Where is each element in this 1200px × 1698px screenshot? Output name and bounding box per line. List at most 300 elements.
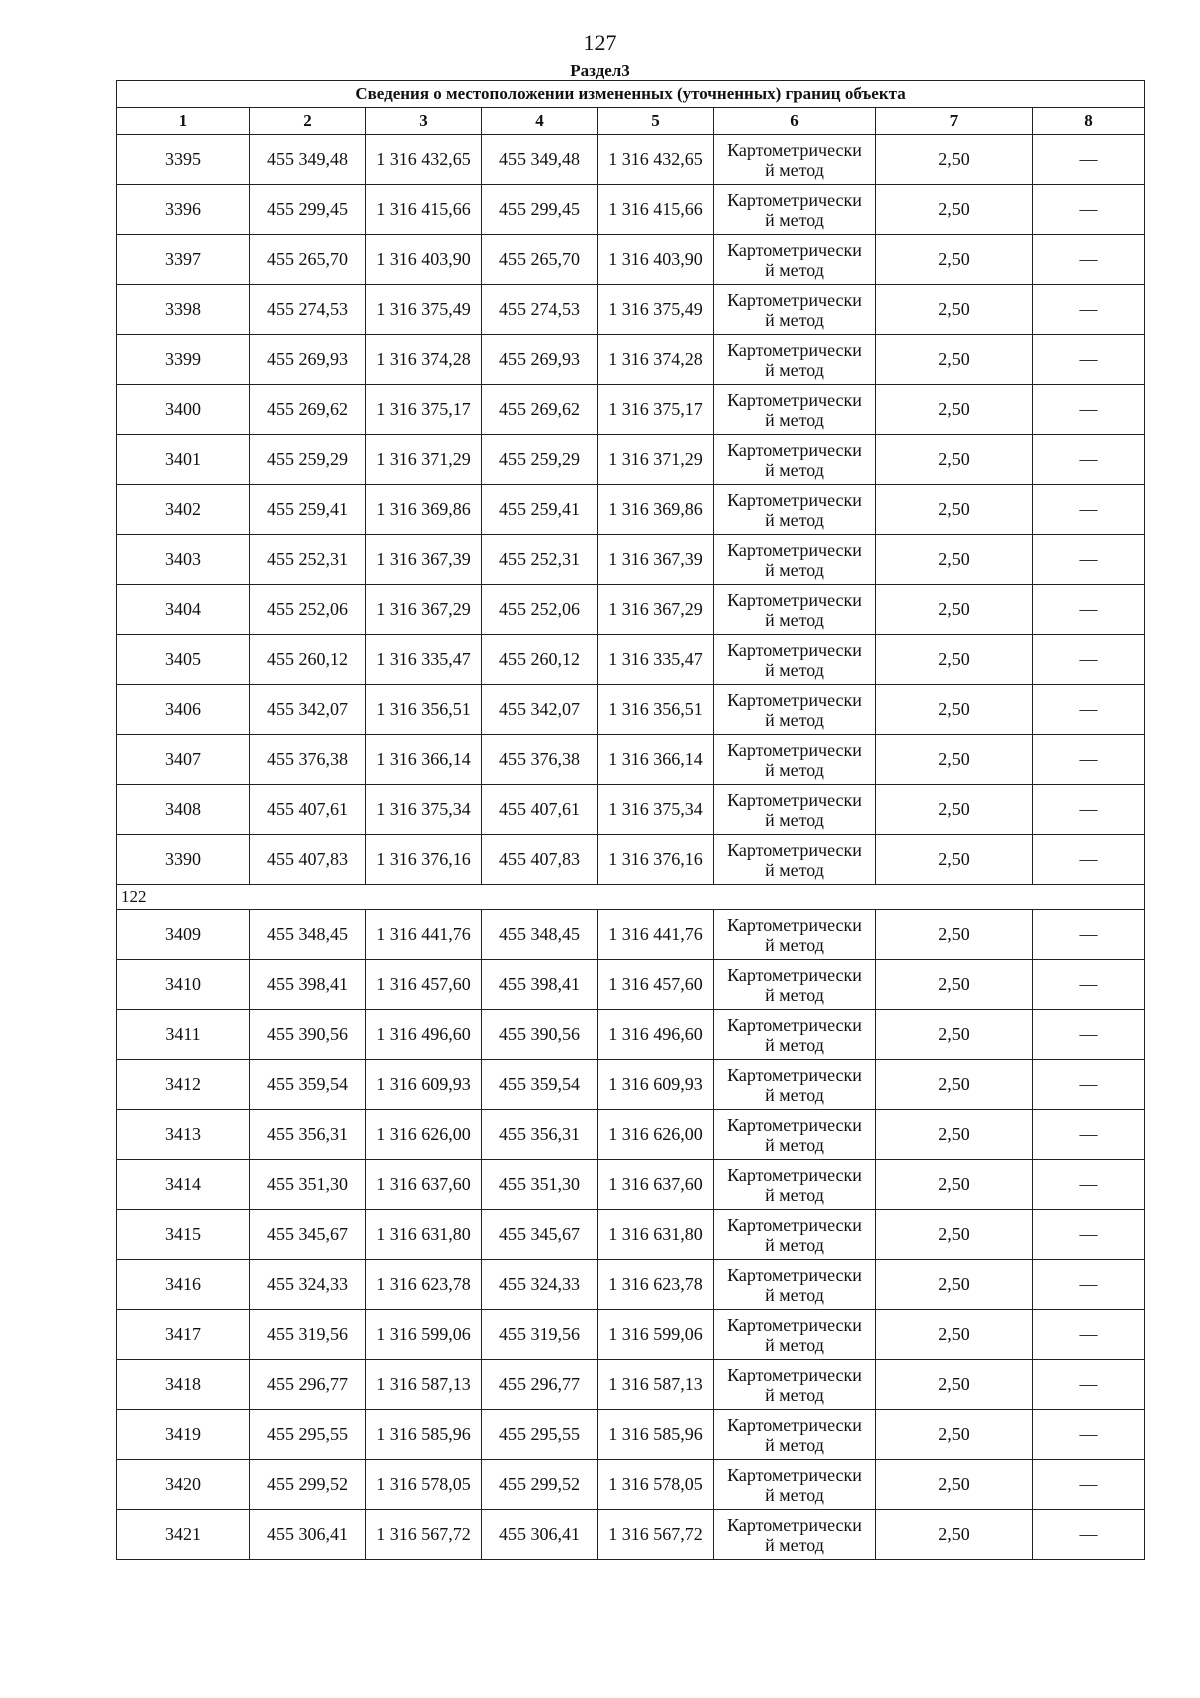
existing-y-cell: 1 316 367,29 [366, 585, 482, 635]
empty-mark-cell: — [1033, 1210, 1145, 1260]
method-text-line2: й метод [765, 509, 824, 530]
precision-cell: 2,50 [876, 585, 1033, 635]
table-row [117, 685, 1145, 735]
existing-x-cell: 455 345,67 [250, 1210, 366, 1260]
new-x-cell: 455 252,31 [482, 535, 598, 585]
point-number-cell: 3395 [117, 135, 250, 185]
method-cell [714, 1210, 876, 1260]
method-text-line1: Картометрически [727, 964, 862, 985]
point-number-cell: 3416 [117, 1260, 250, 1310]
method-text-line1: Картометрически [727, 1214, 862, 1235]
point-number-cell: 3420 [117, 1460, 250, 1510]
method-cell [714, 535, 876, 585]
existing-x-cell: 455 349,48 [250, 135, 366, 185]
method-cell [714, 1060, 876, 1110]
precision-cell: 2,50 [876, 735, 1033, 785]
precision-cell: 2,50 [876, 1460, 1033, 1510]
method-text-line1: Картометрически [727, 439, 862, 460]
point-number-cell: 3410 [117, 960, 250, 1010]
method-text-line2: й метод [765, 1534, 824, 1555]
page-number: 127 [583, 30, 617, 55]
method-text-line1: Картометрически [727, 1064, 862, 1085]
new-y-cell: 1 316 369,86 [598, 485, 714, 535]
method-text-line1: Картометрически [727, 289, 862, 310]
coordinates-table [116, 80, 1145, 1560]
empty-mark-cell: — [1033, 435, 1145, 485]
method-text-line1: Картометрически [727, 389, 862, 410]
table-row [117, 435, 1145, 485]
new-x-cell: 455 299,45 [482, 185, 598, 235]
method-cell [714, 1410, 876, 1460]
new-x-cell: 455 407,83 [482, 835, 598, 885]
existing-y-cell: 1 316 599,06 [366, 1310, 482, 1360]
empty-mark-cell: — [1033, 1160, 1145, 1210]
method-text-line2: й метод [765, 609, 824, 630]
existing-x-cell: 455 348,45 [250, 910, 366, 960]
new-x-cell: 455 259,41 [482, 485, 598, 535]
existing-x-cell: 455 265,70 [250, 235, 366, 285]
point-number-cell: 3405 [117, 635, 250, 685]
new-x-cell: 455 259,29 [482, 435, 598, 485]
method-text-line1: Картометрически [727, 1314, 862, 1335]
new-x-cell: 455 345,67 [482, 1210, 598, 1260]
new-y-cell: 1 316 599,06 [598, 1310, 714, 1360]
existing-y-cell: 1 316 631,80 [366, 1210, 482, 1260]
method-text-line1: Картометрически [727, 139, 862, 160]
new-y-cell: 1 316 587,13 [598, 1360, 714, 1410]
empty-mark-cell: — [1033, 385, 1145, 435]
existing-y-cell: 1 316 585,96 [366, 1410, 482, 1460]
precision-cell: 2,50 [876, 1110, 1033, 1160]
method-text-line1: Картометрически [727, 239, 862, 260]
column-number: 5 [598, 108, 714, 135]
point-number-cell: 3412 [117, 1060, 250, 1110]
existing-x-cell: 455 356,31 [250, 1110, 366, 1160]
precision-cell: 2,50 [876, 285, 1033, 335]
point-number-cell: 3404 [117, 585, 250, 635]
method-cell [714, 435, 876, 485]
group-row [117, 885, 1145, 910]
existing-y-cell: 1 316 623,78 [366, 1260, 482, 1310]
existing-x-cell: 455 398,41 [250, 960, 366, 1010]
point-number-cell: 3417 [117, 1310, 250, 1360]
existing-y-cell: 1 316 356,51 [366, 685, 482, 735]
table-row [117, 1410, 1145, 1460]
point-number-cell: 3415 [117, 1210, 250, 1260]
new-x-cell: 455 295,55 [482, 1410, 598, 1460]
existing-x-cell: 455 319,56 [250, 1310, 366, 1360]
point-number-cell: 3400 [117, 385, 250, 435]
method-text-line1: Картометрически [727, 1164, 862, 1185]
point-number-cell: 3397 [117, 235, 250, 285]
new-x-cell: 455 269,93 [482, 335, 598, 385]
method-cell [714, 385, 876, 435]
method-text-line2: й метод [765, 209, 824, 230]
existing-x-cell: 455 252,06 [250, 585, 366, 635]
existing-x-cell: 455 295,55 [250, 1410, 366, 1460]
new-x-cell: 455 348,45 [482, 910, 598, 960]
method-text-line2: й метод [765, 1184, 824, 1205]
new-y-cell: 1 316 626,00 [598, 1110, 714, 1160]
existing-y-cell: 1 316 432,65 [366, 135, 482, 185]
empty-mark-cell: — [1033, 1510, 1145, 1560]
method-text-line1: Картометрически [727, 1414, 862, 1435]
table-row [117, 1260, 1145, 1310]
existing-y-cell: 1 316 415,66 [366, 185, 482, 235]
table-caption: Сведения о местоположении измененных (уточненных) границ объекта [117, 81, 1145, 108]
method-text-line2: й метод [765, 1234, 824, 1255]
table-row [117, 135, 1145, 185]
method-text-line2: й метод [765, 559, 824, 580]
method-text-line2: й метод [765, 934, 824, 955]
existing-y-cell: 1 316 374,28 [366, 335, 482, 385]
method-text-line1: Картометрически [727, 689, 862, 710]
precision-cell: 2,50 [876, 635, 1033, 685]
method-text-line1: Картометрически [727, 1364, 862, 1385]
method-cell [714, 1310, 876, 1360]
point-number-cell: 3401 [117, 435, 250, 485]
table-row [117, 635, 1145, 685]
precision-cell: 2,50 [876, 1310, 1033, 1360]
precision-cell: 2,50 [876, 185, 1033, 235]
method-text-line2: й метод [765, 309, 824, 330]
table-row [117, 235, 1145, 285]
new-x-cell: 455 260,12 [482, 635, 598, 685]
method-cell [714, 1010, 876, 1060]
method-cell [714, 835, 876, 885]
new-y-cell: 1 316 374,28 [598, 335, 714, 385]
table-row [117, 185, 1145, 235]
existing-x-cell: 455 306,41 [250, 1510, 366, 1560]
method-text-line1: Картометрически [727, 539, 862, 560]
existing-y-cell: 1 316 637,60 [366, 1160, 482, 1210]
existing-y-cell: 1 316 578,05 [366, 1460, 482, 1510]
existing-x-cell: 455 299,52 [250, 1460, 366, 1510]
precision-cell: 2,50 [876, 1260, 1033, 1310]
method-text-line2: й метод [765, 709, 824, 730]
existing-y-cell: 1 316 587,13 [366, 1360, 482, 1410]
precision-cell: 2,50 [876, 835, 1033, 885]
precision-cell: 2,50 [876, 910, 1033, 960]
method-text-line1: Картометрически [727, 489, 862, 510]
method-text-line2: й метод [765, 1084, 824, 1105]
new-x-cell: 455 269,62 [482, 385, 598, 435]
new-y-cell: 1 316 403,90 [598, 235, 714, 285]
method-text-line1: Картометрически [727, 914, 862, 935]
empty-mark-cell: — [1033, 835, 1145, 885]
method-cell [714, 1360, 876, 1410]
method-text-line2: й метод [765, 259, 824, 280]
method-cell [714, 185, 876, 235]
existing-y-cell: 1 316 609,93 [366, 1060, 482, 1110]
method-text-line2: й метод [765, 1134, 824, 1155]
empty-mark-cell: — [1033, 185, 1145, 235]
method-cell [714, 485, 876, 535]
existing-y-cell: 1 316 369,86 [366, 485, 482, 535]
existing-y-cell: 1 316 375,34 [366, 785, 482, 835]
table-row [117, 1010, 1145, 1060]
method-text-line2: й метод [765, 459, 824, 480]
empty-mark-cell: — [1033, 1110, 1145, 1160]
existing-x-cell: 455 324,33 [250, 1260, 366, 1310]
new-y-cell: 1 316 375,17 [598, 385, 714, 435]
empty-mark-cell: — [1033, 1060, 1145, 1110]
method-cell [714, 235, 876, 285]
new-y-cell: 1 316 457,60 [598, 960, 714, 1010]
new-x-cell: 455 299,52 [482, 1460, 598, 1510]
empty-mark-cell: — [1033, 535, 1145, 585]
method-cell [714, 335, 876, 385]
precision-cell: 2,50 [876, 435, 1033, 485]
empty-mark-cell: — [1033, 1260, 1145, 1310]
new-y-cell: 1 316 432,65 [598, 135, 714, 185]
empty-mark-cell: — [1033, 285, 1145, 335]
precision-cell: 2,50 [876, 1360, 1033, 1410]
method-text-line2: й метод [765, 1284, 824, 1305]
new-y-cell: 1 316 375,34 [598, 785, 714, 835]
new-x-cell: 455 407,61 [482, 785, 598, 835]
existing-x-cell: 455 269,93 [250, 335, 366, 385]
precision-cell: 2,50 [876, 1060, 1033, 1110]
table-row [117, 1110, 1145, 1160]
empty-mark-cell: — [1033, 685, 1145, 735]
precision-cell: 2,50 [876, 1510, 1033, 1560]
column-number: 7 [876, 108, 1033, 135]
precision-cell: 2,50 [876, 385, 1033, 435]
method-text-line2: й метод [765, 1434, 824, 1455]
point-number-cell: 3418 [117, 1360, 250, 1410]
new-x-cell: 455 356,31 [482, 1110, 598, 1160]
new-y-cell: 1 316 441,76 [598, 910, 714, 960]
existing-x-cell: 455 259,29 [250, 435, 366, 485]
column-number: 3 [366, 108, 482, 135]
method-text-line2: й метод [765, 859, 824, 880]
existing-y-cell: 1 316 375,49 [366, 285, 482, 335]
method-text-line1: Картометрически [727, 1114, 862, 1135]
method-cell [714, 1460, 876, 1510]
new-x-cell: 455 351,30 [482, 1160, 598, 1210]
table-row [117, 1310, 1145, 1360]
existing-y-cell: 1 316 367,39 [366, 535, 482, 585]
group-label: 122 [117, 885, 1145, 910]
point-number-cell: 3419 [117, 1410, 250, 1460]
existing-x-cell: 455 359,54 [250, 1060, 366, 1110]
point-number-cell: 3399 [117, 335, 250, 385]
existing-y-cell: 1 316 441,76 [366, 910, 482, 960]
method-cell [714, 685, 876, 735]
table-row [117, 285, 1145, 335]
empty-mark-cell: — [1033, 1410, 1145, 1460]
existing-x-cell: 455 376,38 [250, 735, 366, 785]
table-row [117, 910, 1145, 960]
method-text-line2: й метод [765, 1484, 824, 1505]
column-number-row [117, 108, 1145, 135]
precision-cell: 2,50 [876, 335, 1033, 385]
method-cell [714, 635, 876, 685]
new-x-cell: 455 349,48 [482, 135, 598, 185]
existing-x-cell: 455 351,30 [250, 1160, 366, 1210]
method-text-line1: Картометрически [727, 189, 862, 210]
new-x-cell: 455 296,77 [482, 1360, 598, 1410]
method-text-line1: Картометрически [727, 339, 862, 360]
point-number-cell: 3408 [117, 785, 250, 835]
new-y-cell: 1 316 375,49 [598, 285, 714, 335]
precision-cell: 2,50 [876, 235, 1033, 285]
column-number: 4 [482, 108, 598, 135]
method-cell [714, 785, 876, 835]
table-row [117, 385, 1145, 435]
column-number: 1 [117, 108, 250, 135]
method-text-line1: Картометрически [727, 589, 862, 610]
point-number-cell: 3421 [117, 1510, 250, 1560]
section-title: Раздел3 [570, 61, 630, 80]
column-number: 2 [250, 108, 366, 135]
empty-mark-cell: — [1033, 1360, 1145, 1410]
empty-mark-cell: — [1033, 635, 1145, 685]
method-text-line2: й метод [765, 809, 824, 830]
new-x-cell: 455 359,54 [482, 1060, 598, 1110]
point-number-cell: 3414 [117, 1160, 250, 1210]
empty-mark-cell: — [1033, 335, 1145, 385]
precision-cell: 2,50 [876, 535, 1033, 585]
table-row [117, 1360, 1145, 1410]
column-number: 6 [714, 108, 876, 135]
method-text-line2: й метод [765, 409, 824, 430]
method-text-line1: Картометрически [727, 639, 862, 660]
empty-mark-cell: — [1033, 960, 1145, 1010]
new-y-cell: 1 316 367,29 [598, 585, 714, 635]
method-cell [714, 135, 876, 185]
table-row [117, 535, 1145, 585]
precision-cell: 2,50 [876, 1160, 1033, 1210]
existing-x-cell: 455 274,53 [250, 285, 366, 335]
table-row [117, 585, 1145, 635]
existing-y-cell: 1 316 496,60 [366, 1010, 482, 1060]
method-text-line1: Картометрически [727, 1014, 862, 1035]
table-row [117, 735, 1145, 785]
existing-y-cell: 1 316 457,60 [366, 960, 482, 1010]
new-y-cell: 1 316 371,29 [598, 435, 714, 485]
precision-cell: 2,50 [876, 1210, 1033, 1260]
table-row [117, 1160, 1145, 1210]
empty-mark-cell: — [1033, 235, 1145, 285]
empty-mark-cell: — [1033, 1310, 1145, 1360]
method-text-line2: й метод [765, 984, 824, 1005]
empty-mark-cell: — [1033, 1010, 1145, 1060]
new-x-cell: 455 376,38 [482, 735, 598, 785]
new-x-cell: 455 342,07 [482, 685, 598, 735]
existing-y-cell: 1 316 375,17 [366, 385, 482, 435]
new-y-cell: 1 316 335,47 [598, 635, 714, 685]
table-row [117, 1060, 1145, 1110]
new-y-cell: 1 316 376,16 [598, 835, 714, 885]
table-row [117, 835, 1145, 885]
method-text-line1: Картометрически [727, 739, 862, 760]
table-row [117, 1210, 1145, 1260]
new-y-cell: 1 316 367,39 [598, 535, 714, 585]
existing-x-cell: 455 269,62 [250, 385, 366, 435]
method-text-line1: Картометрически [727, 1264, 862, 1285]
existing-y-cell: 1 316 376,16 [366, 835, 482, 885]
method-cell [714, 1160, 876, 1210]
point-number-cell: 3390 [117, 835, 250, 885]
existing-x-cell: 455 260,12 [250, 635, 366, 685]
point-number-cell: 3407 [117, 735, 250, 785]
new-x-cell: 455 390,56 [482, 1010, 598, 1060]
point-number-cell: 3402 [117, 485, 250, 535]
point-number-cell: 3396 [117, 185, 250, 235]
point-number-cell: 3403 [117, 535, 250, 585]
new-y-cell: 1 316 567,72 [598, 1510, 714, 1560]
precision-cell: 2,50 [876, 1410, 1033, 1460]
new-y-cell: 1 316 356,51 [598, 685, 714, 735]
existing-x-cell: 455 342,07 [250, 685, 366, 735]
method-cell [714, 1260, 876, 1310]
existing-x-cell: 455 407,61 [250, 785, 366, 835]
empty-mark-cell: — [1033, 485, 1145, 535]
table-row [117, 335, 1145, 385]
precision-cell: 2,50 [876, 960, 1033, 1010]
new-x-cell: 455 324,33 [482, 1260, 598, 1310]
existing-x-cell: 455 299,45 [250, 185, 366, 235]
new-x-cell: 455 306,41 [482, 1510, 598, 1560]
empty-mark-cell: — [1033, 735, 1145, 785]
existing-y-cell: 1 316 371,29 [366, 435, 482, 485]
existing-x-cell: 455 407,83 [250, 835, 366, 885]
existing-y-cell: 1 316 366,14 [366, 735, 482, 785]
new-y-cell: 1 316 366,14 [598, 735, 714, 785]
point-number-cell: 3398 [117, 285, 250, 335]
point-number-cell: 3409 [117, 910, 250, 960]
method-cell [714, 285, 876, 335]
method-cell [714, 910, 876, 960]
method-cell [714, 585, 876, 635]
existing-y-cell: 1 316 335,47 [366, 635, 482, 685]
empty-mark-cell: — [1033, 785, 1145, 835]
method-text-line2: й метод [765, 659, 824, 680]
new-y-cell: 1 316 637,60 [598, 1160, 714, 1210]
table-row [117, 1460, 1145, 1510]
empty-mark-cell: — [1033, 910, 1145, 960]
table-row [117, 785, 1145, 835]
method-text-line2: й метод [765, 359, 824, 380]
existing-y-cell: 1 316 626,00 [366, 1110, 482, 1160]
method-text-line1: Картометрически [727, 1514, 862, 1535]
table-row [117, 960, 1145, 1010]
existing-y-cell: 1 316 567,72 [366, 1510, 482, 1560]
precision-cell: 2,50 [876, 135, 1033, 185]
empty-mark-cell: — [1033, 135, 1145, 185]
existing-x-cell: 455 296,77 [250, 1360, 366, 1410]
method-text-line2: й метод [765, 1334, 824, 1355]
new-x-cell: 455 252,06 [482, 585, 598, 635]
new-x-cell: 455 319,56 [482, 1310, 598, 1360]
new-y-cell: 1 316 609,93 [598, 1060, 714, 1110]
precision-cell: 2,50 [876, 685, 1033, 735]
existing-y-cell: 1 316 403,90 [366, 235, 482, 285]
method-cell [714, 1110, 876, 1160]
table-row [117, 1510, 1145, 1560]
method-text-line2: й метод [765, 1384, 824, 1405]
point-number-cell: 3406 [117, 685, 250, 735]
table-row [117, 485, 1145, 535]
method-cell [714, 1510, 876, 1560]
empty-mark-cell: — [1033, 585, 1145, 635]
existing-x-cell: 455 259,41 [250, 485, 366, 535]
empty-mark-cell: — [1033, 1460, 1145, 1510]
existing-x-cell: 455 390,56 [250, 1010, 366, 1060]
method-text-line1: Картометрически [727, 839, 862, 860]
